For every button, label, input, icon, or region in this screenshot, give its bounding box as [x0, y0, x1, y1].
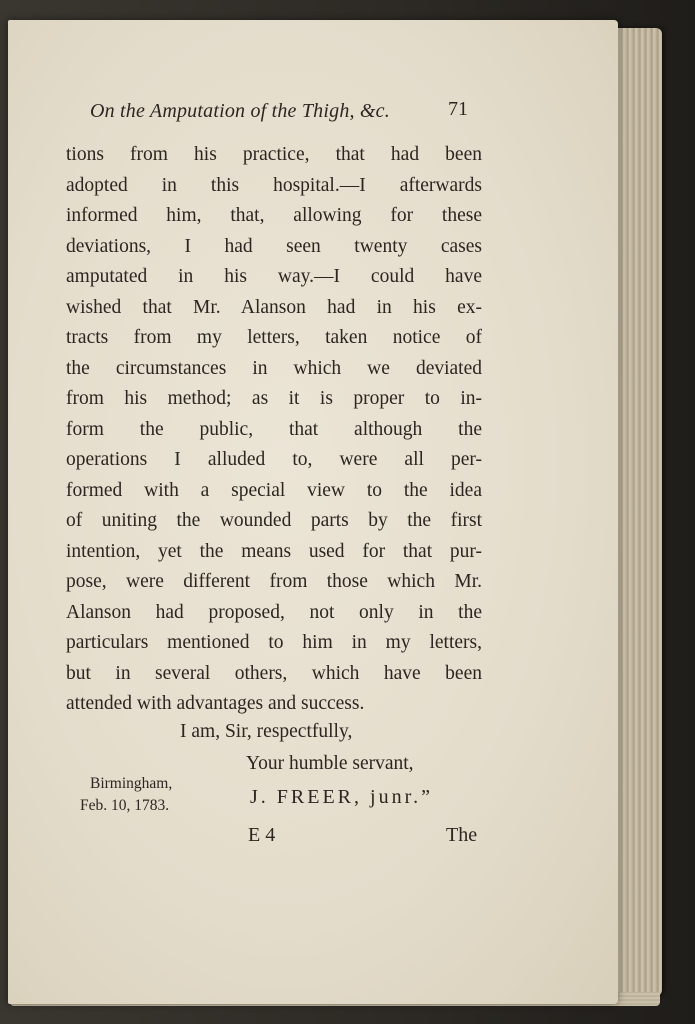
- text-line: but in several others, which have been: [66, 662, 482, 684]
- page-number: 71: [448, 98, 468, 120]
- text-line: attended with advantages and success.: [66, 693, 365, 714]
- text-line: tracts from my letters, taken notice of: [66, 327, 482, 348]
- text-line: deviations, I had seen twenty cases: [66, 235, 482, 257]
- catchword: The: [446, 824, 478, 846]
- text-line: informed him, that, allowing for these: [66, 205, 482, 226]
- text-line: wished that Mr. Alanson had in his ex-: [66, 296, 482, 318]
- body-text: [66, 140, 482, 720]
- text-line: of uniting the wounded parts by the first: [66, 510, 482, 531]
- signature-mark: E 4: [248, 824, 276, 846]
- text-line: tions from his practice, that had been: [66, 144, 482, 165]
- closing-line-2: Your humble servant,: [246, 753, 414, 774]
- closing-line-1: I am, Sir, respectfully,: [180, 721, 353, 742]
- text-line: operations I alluded to, were all per-: [66, 449, 482, 470]
- text-line: particulars mentioned to him in my letters,: [66, 632, 482, 653]
- text-line: adopted in this hospital.—I afterwards: [66, 174, 482, 196]
- text-line: intention, yet the means used for that pur-: [66, 540, 482, 562]
- signature: J. FREER, junr.”: [250, 786, 434, 808]
- text-line: formed with a special view to the idea: [66, 479, 482, 501]
- running-header: [90, 96, 490, 130]
- text-line: from his method; as it is proper to in-: [66, 388, 482, 409]
- running-title: On the Amputation of the Thigh, &c.: [90, 100, 390, 122]
- place: Birmingham,: [90, 775, 173, 792]
- place-date: [80, 773, 172, 817]
- text-line: the circumstances in which we deviated: [66, 357, 482, 379]
- text-line: amputated in his way.—I could have: [66, 266, 482, 287]
- text-line: Alanson had proposed, not only in the: [66, 601, 482, 623]
- text-line: pose, were different from those which Mr.: [66, 571, 482, 592]
- date: Feb. 10, 1783.: [80, 797, 170, 814]
- text-line: form the public, that although the: [66, 418, 482, 440]
